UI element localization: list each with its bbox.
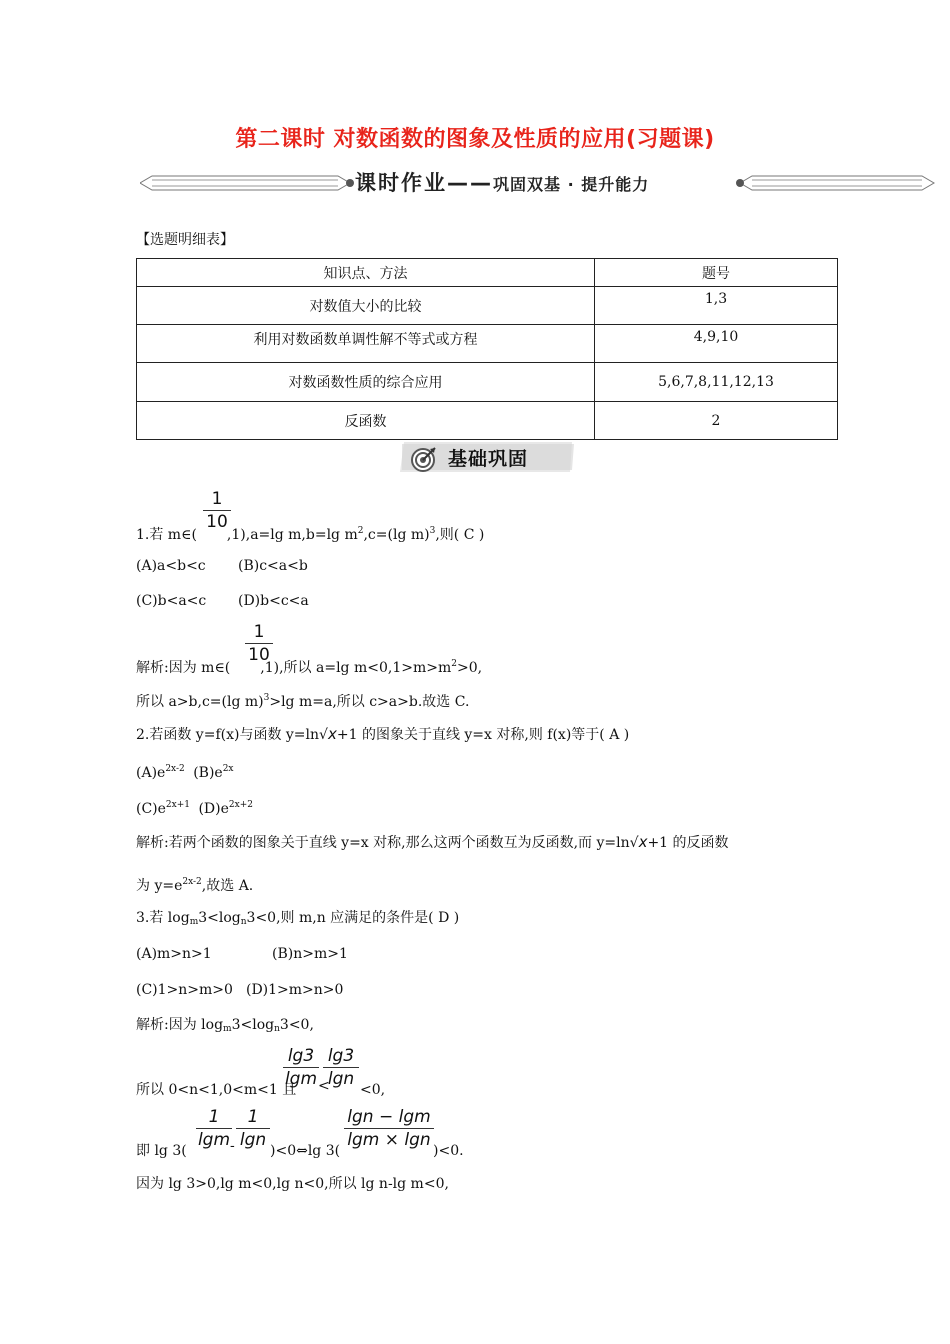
q2-stem-b: +1 的图象关于直线 y=x 对称,则 f(x)等于( A ) bbox=[336, 727, 630, 743]
table-cell-number: 1,3 bbox=[595, 287, 838, 325]
q2-option-a-sup: 2x-2 bbox=[165, 764, 185, 774]
q1-stem-d: ,则( C ) bbox=[435, 527, 485, 543]
table-cell-topic: 利用对数函数单调性解不等式或方程 bbox=[137, 325, 595, 363]
q1-sol-line2-a: 所以 a>b,c=(lg m) bbox=[136, 694, 264, 710]
q1-sol-frac-numerator: 1 bbox=[253, 622, 265, 642]
q3-frac-num: lg3 bbox=[327, 1046, 355, 1066]
q1-sol-sup2: 2 bbox=[451, 659, 457, 669]
q1-solution-line2 bbox=[136, 688, 469, 712]
q3-option-c: (C)1>n>m>0 bbox=[136, 982, 233, 998]
q2-sol-line2-sup: 2x-2 bbox=[182, 877, 202, 887]
q2-sqrt-var: x bbox=[327, 725, 337, 743]
q2-option-c: (C)e bbox=[136, 801, 166, 817]
q3-solution-line4: 因为 lg 3>0,lg m<0,lg n<0,所以 lg n-lg m<0, bbox=[136, 1176, 449, 1192]
q3-sol-sub-n: n bbox=[274, 1024, 280, 1034]
q3-frac-1-lgn bbox=[236, 1106, 270, 1151]
q2-sol-line2-b: ,故选 A. bbox=[201, 878, 254, 894]
q3-frac-den: lgn bbox=[327, 1069, 355, 1089]
table-row bbox=[137, 363, 838, 402]
target-icon bbox=[410, 445, 438, 473]
q1-sup2: 2 bbox=[357, 526, 364, 536]
q1-stem bbox=[136, 521, 484, 545]
q2-options-ab bbox=[136, 759, 234, 783]
q3-sol-sub-m: m bbox=[223, 1024, 232, 1034]
q2-sol-a: 解析:若两个函数的图象关于直线 y=x 对称,那么这两个函数互为反函数,而 y=ln bbox=[136, 835, 630, 851]
q2-stem-a: 2.若函数 y=f(x)与函数 y=ln bbox=[136, 727, 320, 743]
q2-sol-sqrt-var: x bbox=[638, 833, 648, 851]
section-badge-label: 基础巩固 bbox=[448, 448, 529, 470]
q3-line3-b: )<0⇔lg 3( bbox=[270, 1143, 341, 1159]
banner-dash: —— bbox=[447, 171, 493, 195]
sqrt-icon: √ bbox=[319, 727, 328, 743]
banner-subtitle: 巩固双基 · 提升能力 bbox=[493, 175, 650, 194]
q3-frac-diff bbox=[344, 1106, 434, 1151]
q3-stem-a: 3.若 log bbox=[136, 910, 190, 926]
q3-frac-num: lgn − lgm bbox=[347, 1107, 431, 1127]
q3-sol-c: 3<0, bbox=[279, 1017, 314, 1033]
table-row bbox=[137, 402, 838, 440]
q3-frac-1-lgm bbox=[196, 1106, 232, 1151]
table-cell-number: 2 bbox=[595, 402, 838, 440]
q1-option-c: (C)b<a<c bbox=[136, 593, 207, 609]
q2-option-c-sup: 2x+1 bbox=[165, 800, 190, 810]
q1-frac-denominator: 10 bbox=[206, 512, 228, 532]
q1-sol-b: ,1),所以 a=lg m<0,1>m>m bbox=[260, 660, 452, 676]
q1-option-a: (A)a<b<c bbox=[136, 558, 206, 574]
q3-line2-a: 所以 0<n<1,0<m<1 且 bbox=[136, 1082, 297, 1098]
q1-frac-numerator: 1 bbox=[211, 489, 223, 509]
sqrt-icon: √ bbox=[629, 835, 639, 851]
q1-solution-line1 bbox=[136, 654, 482, 678]
q1-sol-frac-denominator: 10 bbox=[248, 645, 270, 665]
table-row bbox=[137, 287, 838, 325]
q3-frac-num: lg3 bbox=[287, 1046, 315, 1066]
q1-stem-b: ,1),a=lg m,b=lg m bbox=[226, 527, 358, 543]
q1-sol-c: >0, bbox=[456, 660, 483, 676]
q2-option-a: (A)e bbox=[136, 765, 166, 781]
table-header-row bbox=[137, 259, 838, 287]
q3-solution-line2 bbox=[136, 1080, 296, 1100]
q2-solution-line2 bbox=[136, 872, 253, 896]
q3-sol-b: 3<log bbox=[231, 1017, 275, 1033]
topic-detail-table bbox=[136, 258, 838, 440]
q2-sol-line2-a: 为 y=e bbox=[136, 878, 183, 894]
table-header-number: 题号 bbox=[595, 259, 838, 287]
page-title: 第二课时 对数函数的图象及性质的应用(习题课) bbox=[235, 127, 715, 152]
q1-sol-line2-sup3: 3 bbox=[263, 693, 270, 703]
q3-sol-a: 解析:因为 log bbox=[136, 1017, 224, 1033]
q3-frac-num: 1 bbox=[247, 1107, 259, 1127]
q3-frac-num: 1 bbox=[208, 1107, 220, 1127]
q3-frac-den: lgm bbox=[284, 1069, 318, 1089]
q2-option-b-sup: 2x bbox=[222, 764, 234, 774]
q2-options-cd bbox=[136, 795, 253, 819]
q3-frac-den: lgm × lgn bbox=[347, 1130, 431, 1150]
table-cell-topic: 反函数 bbox=[137, 402, 595, 440]
banner-main: 课时作业 bbox=[355, 171, 447, 195]
q1-stem-a: 1.若 m∈( bbox=[136, 527, 197, 543]
q3-line3-c: )<0. bbox=[433, 1143, 464, 1159]
q3-option-d: (D)1>m>n>0 bbox=[246, 982, 344, 998]
table-cell-number: 5,6,7,8,11,12,13 bbox=[595, 363, 838, 402]
banner-heading bbox=[355, 167, 649, 197]
q3-option-a: (A)m>n>1 bbox=[136, 946, 212, 962]
q2-stem bbox=[136, 724, 629, 745]
q1-sup3: 3 bbox=[429, 526, 436, 536]
q3-frac-den: lgm bbox=[197, 1130, 231, 1150]
q3-minus-sign: - bbox=[230, 1138, 235, 1154]
q3-stem-b: 3<log bbox=[198, 910, 241, 926]
q1-sol-a: 解析:因为 m∈( bbox=[136, 660, 231, 676]
table-cell-topic: 对数函数性质的综合应用 bbox=[137, 363, 595, 402]
table-header-topic: 知识点、方法 bbox=[137, 259, 595, 287]
q3-lt-sign: < bbox=[318, 1078, 330, 1094]
q3-frac-den: lgn bbox=[239, 1130, 267, 1150]
table-row bbox=[137, 325, 838, 363]
q2-solution-line1 bbox=[136, 832, 729, 853]
q3-line3-a: 即 lg 3( bbox=[136, 1143, 187, 1159]
q3-line2-end: <0, bbox=[360, 1082, 386, 1098]
table-caption: 【选题明细表】 bbox=[136, 232, 234, 248]
q3-stem-c: 3<0,则 m,n 应满足的条件是( D ) bbox=[246, 910, 460, 926]
q2-option-d-sup: 2x+2 bbox=[228, 800, 253, 810]
q3-sub-n: n bbox=[240, 917, 247, 927]
table-cell-topic: 对数值大小的比较 bbox=[137, 287, 595, 325]
q3-option-b: (B)n>m>1 bbox=[272, 946, 348, 962]
q1-sol-line2-b: >lg m=a,所以 c>a>b.故选 C. bbox=[269, 694, 470, 710]
q1-option-b: (B)c<a<b bbox=[238, 558, 308, 574]
q1-option-d: (D)b<c<a bbox=[238, 593, 309, 609]
q2-option-d: (D)e bbox=[198, 801, 229, 817]
table-cell-number: 4,9,10 bbox=[595, 325, 838, 363]
q3-solution-line1 bbox=[136, 1015, 314, 1039]
q2-sol-b: +1 的反函数 bbox=[647, 835, 729, 851]
q3-sub-m: m bbox=[189, 917, 199, 927]
q3-stem bbox=[136, 908, 459, 932]
q3-frac-lg3-lgn bbox=[323, 1045, 359, 1090]
q1-stem-c: ,c=(lg m) bbox=[363, 527, 430, 543]
q2-option-b: (B)e bbox=[193, 765, 223, 781]
